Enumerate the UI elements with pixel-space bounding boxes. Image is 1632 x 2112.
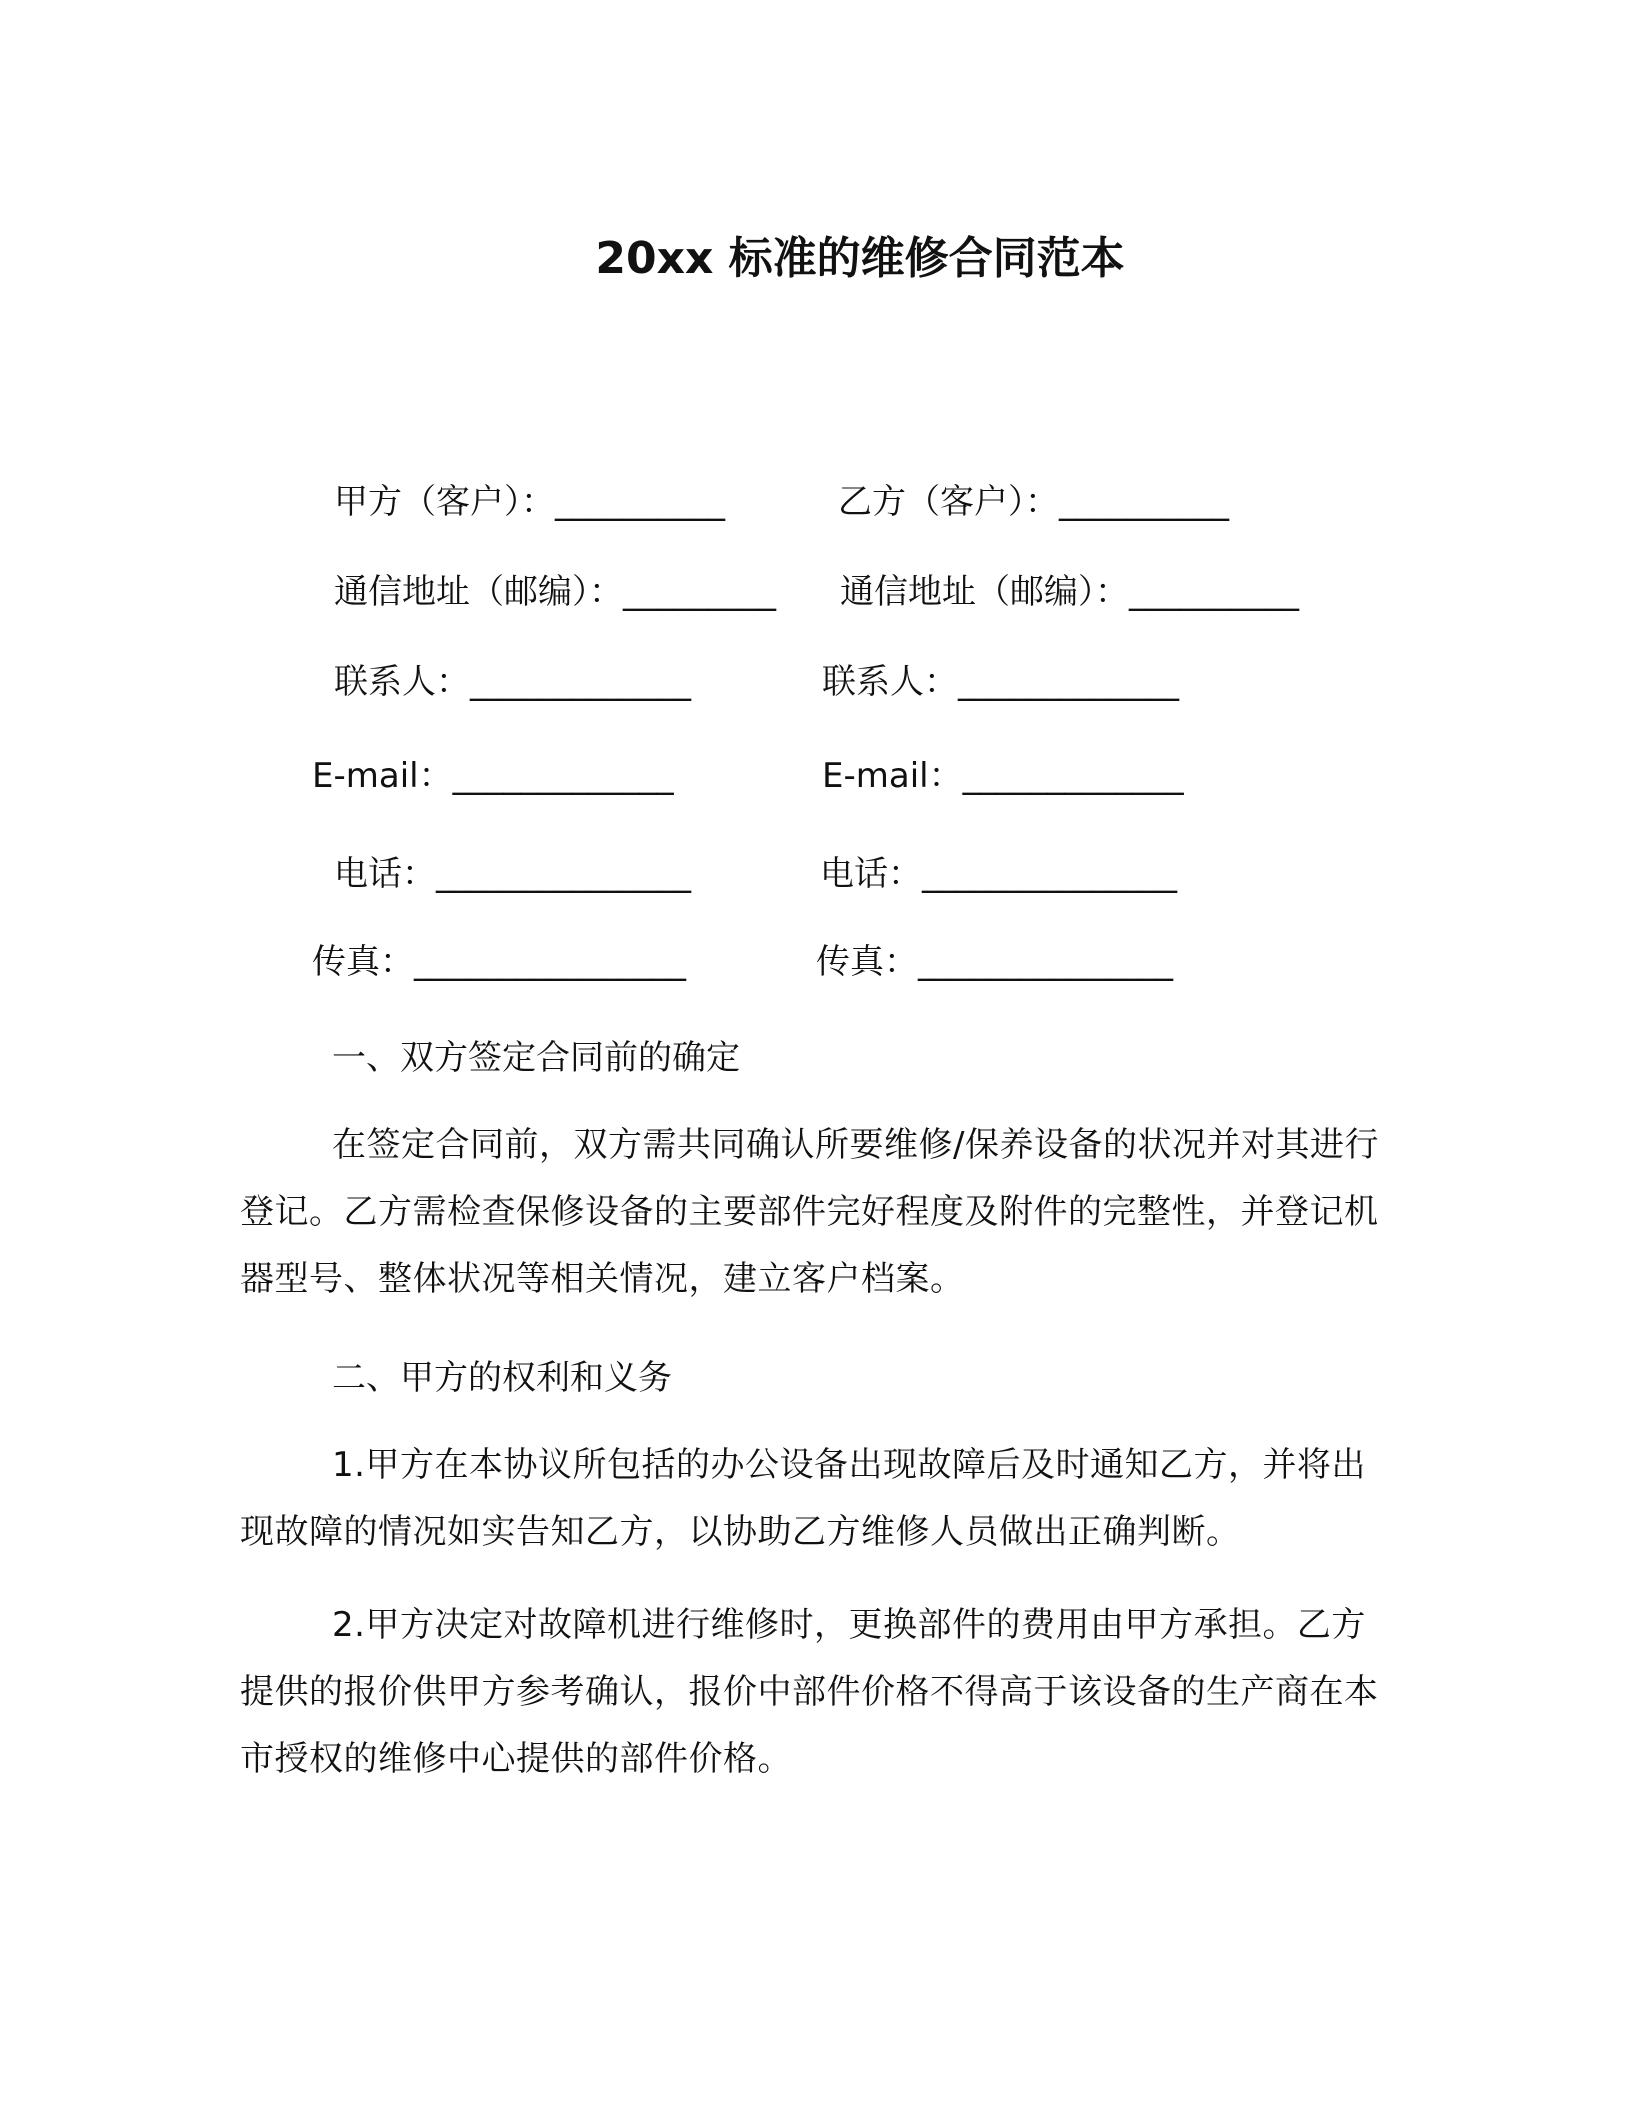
party-a-contact-field: 联系人：_____________ — [334, 662, 691, 702]
party-b-fax-field: 传真：_______________ — [816, 942, 1173, 982]
party-b-contact-field: 联系人：_____________ — [822, 662, 1179, 702]
section-1-heading: 一、双方签定合同前的确定 — [332, 1038, 740, 1078]
party-b-address-field: 通信地址（邮编）：__________ — [840, 572, 1299, 612]
party-a-phone-field: 电话：_______________ — [334, 854, 691, 894]
party-b-name-field: 乙方（客户）：__________ — [838, 482, 1229, 522]
party-a-fax-field: 传真：________________ — [312, 942, 686, 982]
document-title: 20xx 标准的维修合同范本 — [595, 233, 1125, 284]
party-a-name-field: 甲方（客户）：__________ — [334, 482, 725, 522]
party-b-email-field: E-mail：_____________ — [822, 756, 1184, 796]
section-1-paragraph: 在签定合同前，双方需共同确认所要维修/保养设备的状况并对其进行登记。乙方需检查保修设备的主要部件完好程度及附件的完整性，并登记机器型号、整体状况等相关情况，建立客户档案。 — [240, 1125, 1379, 1299]
party-b-phone-field: 电话：_______________ — [820, 854, 1177, 894]
party-a-address-field: 通信地址（邮编）：_________ — [334, 572, 776, 612]
section-2-paragraph-2: 2.甲方决定对故障机进行维修时，更换部件的费用由甲方承担。乙方提供的报价供甲方参考确认，报价中部件价格不得高于该设备的生产商在本市授权的维修中心提供的部件价格。 — [240, 1605, 1379, 1779]
section-2-heading: 二、甲方的权利和义务 — [332, 1358, 672, 1398]
section-2-paragraph-1: 1.甲方在本协议所包括的办公设备出现故障后及时通知乙方，并将出现故障的情况如实告知乙方，以协助乙方维修人员做出正确判断。 — [240, 1445, 1366, 1552]
party-a-email-field: E-mail：_____________ — [312, 756, 674, 796]
